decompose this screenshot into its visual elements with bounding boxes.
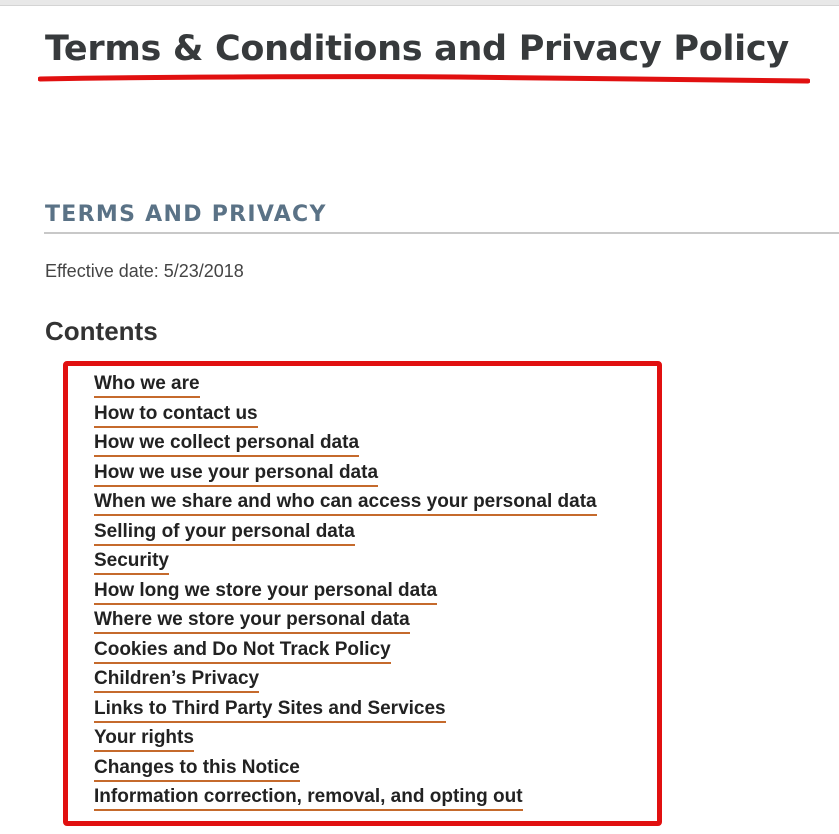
toc-item (94, 489, 597, 519)
toc-link-your-rights[interactable]: Your rights (94, 727, 194, 752)
toc-item (94, 725, 597, 755)
toc-item (94, 548, 597, 578)
toc-item (94, 578, 597, 608)
section-divider (44, 232, 839, 234)
toc-item (94, 519, 597, 549)
toc-link-how-we-collect-data[interactable]: How we collect personal data (94, 432, 359, 457)
toc-item (94, 637, 597, 667)
table-of-contents (94, 371, 597, 814)
section-heading: TERMS AND PRIVACY (45, 202, 327, 227)
toc-item (94, 371, 597, 401)
toc-link-how-we-use-data[interactable]: How we use your personal data (94, 462, 378, 487)
page-title: Terms & Conditions and Privacy Policy (45, 29, 789, 69)
toc-item (94, 460, 597, 490)
toc-link-security[interactable]: Security (94, 550, 169, 575)
toc-link-how-to-contact-us[interactable]: How to contact us (94, 403, 258, 428)
toc-link-data-storage-location[interactable]: Where we store your personal data (94, 609, 410, 634)
toc-link-correction-removal-optout[interactable]: Information correction, removal, and opting out (94, 786, 523, 811)
toc-link-sharing-and-access[interactable]: When we share and who can access your personal data (94, 491, 597, 516)
toc-link-data-retention[interactable]: How long we store your personal data (94, 580, 437, 605)
browser-top-edge (0, 0, 839, 6)
toc-item (94, 696, 597, 726)
toc-link-third-party-sites[interactable]: Links to Third Party Sites and Services (94, 698, 446, 723)
toc-item (94, 401, 597, 431)
contents-heading: Contents (45, 316, 158, 346)
toc-link-childrens-privacy[interactable]: Children’s Privacy (94, 668, 259, 693)
title-highlight-underline (38, 71, 810, 85)
toc-link-changes-to-notice[interactable]: Changes to this Notice (94, 757, 300, 782)
effective-date: Effective date: 5/23/2018 (45, 261, 244, 281)
toc-link-who-we-are[interactable]: Who we are (94, 373, 200, 398)
toc-item (94, 666, 597, 696)
toc-item (94, 784, 597, 814)
toc-item (94, 430, 597, 460)
toc-link-cookies-dnt[interactable]: Cookies and Do Not Track Policy (94, 639, 391, 664)
toc-item (94, 755, 597, 785)
toc-link-selling-data[interactable]: Selling of your personal data (94, 521, 355, 546)
toc-item (94, 607, 597, 637)
